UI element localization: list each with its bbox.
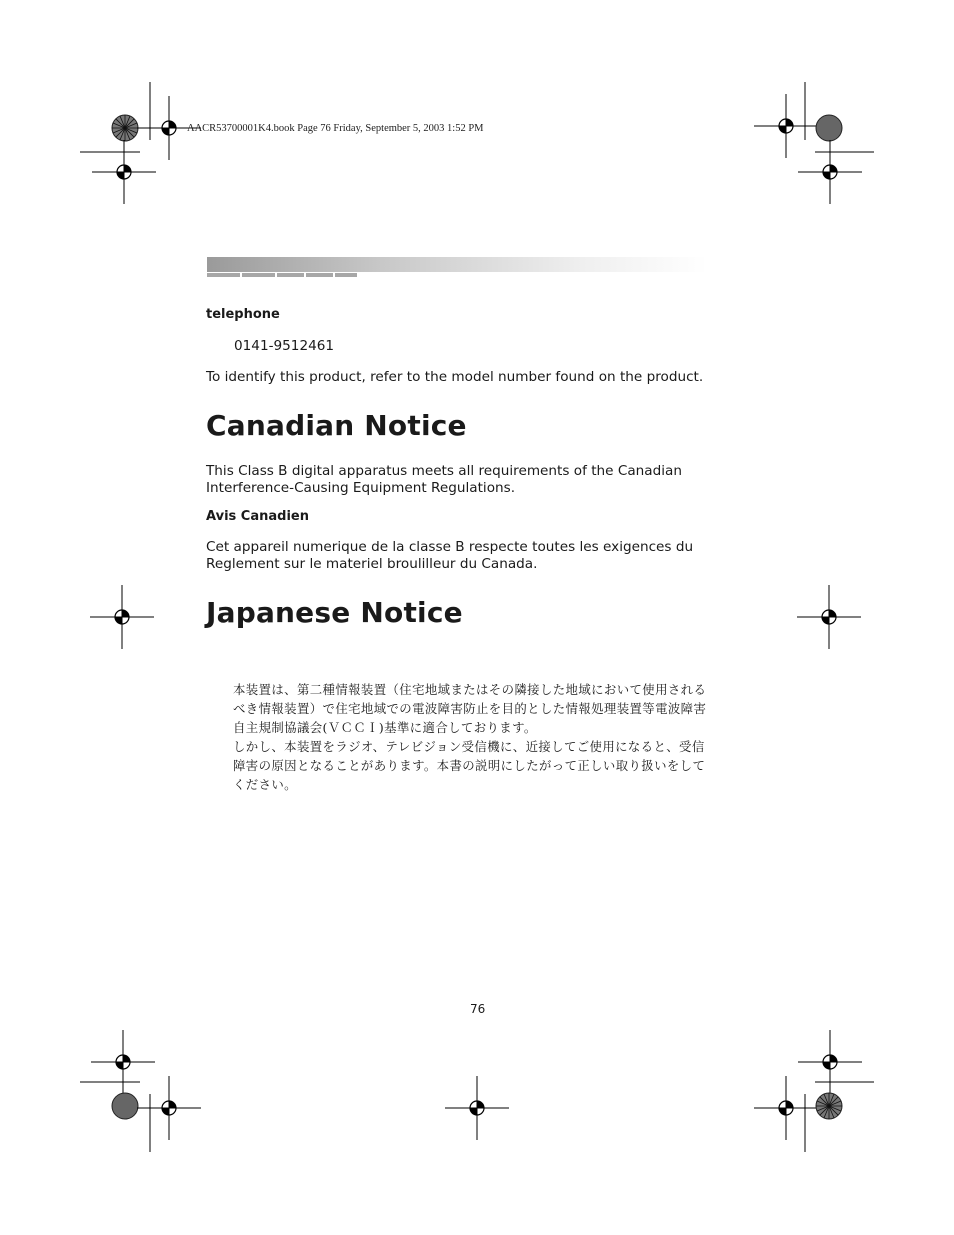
avis-canadien-label: Avis Canadien (206, 509, 309, 524)
page-number: 76 (470, 1002, 486, 1016)
registration-cross-mark (798, 140, 862, 204)
registration-cross-mark (137, 1076, 201, 1140)
page-header-gradient-bar (207, 257, 707, 272)
japanese-text-line: 本装置は、第二種情報装置（住宅地域またはその隣接した地域において使用される (233, 682, 707, 697)
registration-cross-mark (754, 1076, 818, 1140)
japanese-text-line: べき情報装置）で住宅地域での電波障害防止を目的とした情報処理装置等電波障害 (233, 701, 707, 716)
registration-star-mark (816, 115, 842, 141)
registration-cross-mark (91, 1030, 155, 1094)
identify-product-text: To identify this product, refer to the model number found on the product. (206, 369, 704, 385)
canadian-paragraph-line: This Class B digital apparatus meets all requirements of the Canadian (206, 463, 682, 479)
avis-paragraph-line: Cet appareil numerique de la classe B respecte toutes les exigences du (206, 539, 694, 555)
japanese-text-line: しかし、本装置をラジオ、テレビジョン受信機に、近接してご使用になると、受信 (233, 739, 705, 754)
registration-cross-mark (798, 1030, 862, 1094)
registration-cross-mark (92, 140, 156, 204)
registration-cross-mark (445, 1076, 509, 1140)
japanese-text-line: 障害の原因となることがあります。本書の説明にしたがって正しい取り扱いをして (233, 758, 706, 773)
registration-star-mark (112, 1093, 138, 1119)
print-slug: AACR53700001K4.book Page 76 Friday, September 5, 2003 1:52 PM (187, 123, 484, 134)
registration-star-mark (112, 115, 138, 141)
japanese-notice-text (233, 680, 733, 794)
telephone-label: telephone (206, 307, 280, 322)
registration-star-mark (816, 1093, 842, 1119)
telephone-number: 0141-9512461 (234, 338, 335, 354)
canadian-paragraph-line: Interference-Causing Equipment Regulations. (206, 480, 516, 496)
registration-cross-mark (797, 585, 861, 649)
avis-paragraph-line: Reglement sur le materiel broulilleur du Canada. (206, 556, 538, 572)
japanese-notice-heading: Japanese Notice (206, 596, 463, 629)
registration-cross-mark (90, 585, 154, 649)
page-header-segments (207, 273, 357, 277)
japanese-text-line: 自主規制協議会(ＶＣＣＩ)基準に適合しております。 (233, 720, 537, 735)
japanese-text-line: ください。 (233, 777, 297, 792)
canadian-notice-heading: Canadian Notice (206, 409, 467, 442)
registration-cross-mark (754, 94, 818, 158)
